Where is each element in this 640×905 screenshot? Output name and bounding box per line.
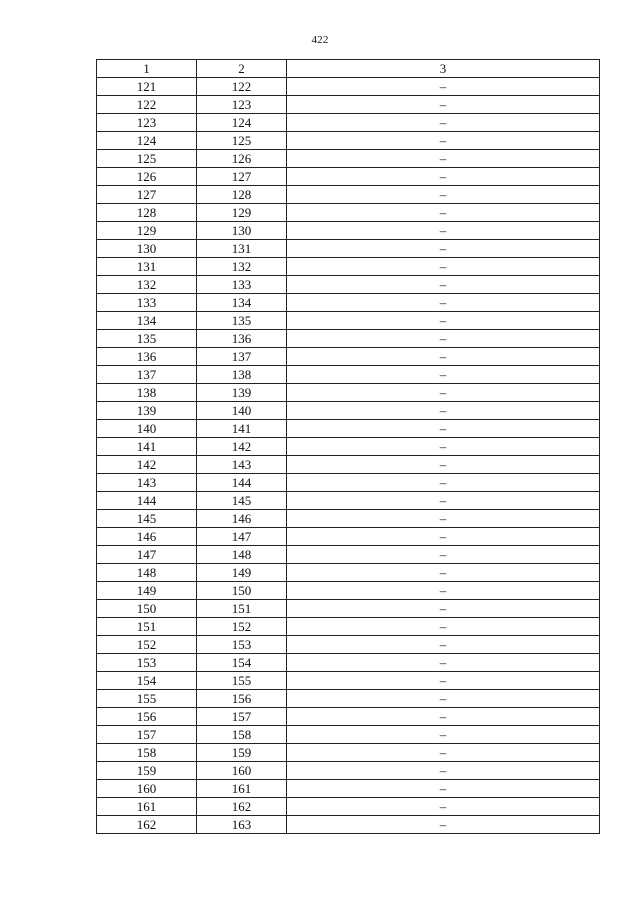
- table-row: [97, 222, 600, 240]
- table-row: [97, 618, 600, 636]
- table-cell-col-3: –: [287, 222, 600, 240]
- table-row: [97, 402, 600, 420]
- table-cell-col-2: 134: [197, 294, 287, 312]
- table-row: [97, 474, 600, 492]
- table-cell-col-3: –: [287, 384, 600, 402]
- table-cell-col-3: –: [287, 708, 600, 726]
- page-number: 422: [311, 34, 329, 46]
- table-cell-col-2: 140: [197, 402, 287, 420]
- table-cell-col-2: 149: [197, 564, 287, 582]
- table-cell-col-3: –: [287, 204, 600, 222]
- column-header-2: 2: [197, 60, 287, 78]
- table-cell-col-1: 160: [97, 780, 197, 798]
- data-table: [96, 59, 600, 834]
- table-row: [97, 636, 600, 654]
- table-cell-col-2: 163: [197, 816, 287, 834]
- table-row: [97, 528, 600, 546]
- table-cell-col-1: 153: [97, 654, 197, 672]
- table-cell-col-2: 152: [197, 618, 287, 636]
- table-row: [97, 366, 600, 384]
- table-row: [97, 600, 600, 618]
- table-cell-col-1: 137: [97, 366, 197, 384]
- table-cell-col-2: 141: [197, 420, 287, 438]
- table-cell-col-3: –: [287, 168, 600, 186]
- table-row: [97, 582, 600, 600]
- table-cell-col-1: 124: [97, 132, 197, 150]
- table-row: [97, 78, 600, 96]
- table-row: [97, 510, 600, 528]
- table-cell-col-3: –: [287, 366, 600, 384]
- table-cell-col-3: –: [287, 636, 600, 654]
- table-cell-col-2: 132: [197, 258, 287, 276]
- table-cell-col-3: –: [287, 564, 600, 582]
- table-cell-col-2: 162: [197, 798, 287, 816]
- table-cell-col-1: 122: [97, 96, 197, 114]
- table-row: [97, 204, 600, 222]
- table-cell-col-1: 146: [97, 528, 197, 546]
- table-cell-col-2: 127: [197, 168, 287, 186]
- table-cell-col-2: 144: [197, 474, 287, 492]
- table-cell-col-2: 128: [197, 186, 287, 204]
- table-row: [97, 384, 600, 402]
- table-cell-col-1: 152: [97, 636, 197, 654]
- table-cell-col-2: 148: [197, 546, 287, 564]
- table-cell-col-1: 154: [97, 672, 197, 690]
- table-cell-col-3: –: [287, 456, 600, 474]
- table-cell-col-2: 161: [197, 780, 287, 798]
- table-row: [97, 438, 600, 456]
- table-cell-col-1: 140: [97, 420, 197, 438]
- table-cell-col-3: –: [287, 798, 600, 816]
- table-cell-col-3: –: [287, 744, 600, 762]
- table-row: [97, 294, 600, 312]
- table-row: [97, 258, 600, 276]
- table-row: [97, 798, 600, 816]
- table-row: [97, 240, 600, 258]
- table-cell-col-3: –: [287, 294, 600, 312]
- table-cell-col-1: 144: [97, 492, 197, 510]
- table-row: [97, 456, 600, 474]
- table-row: [97, 96, 600, 114]
- table-cell-col-2: 131: [197, 240, 287, 258]
- table-cell-col-2: 138: [197, 366, 287, 384]
- table-cell-col-2: 143: [197, 456, 287, 474]
- table-cell-col-1: 123: [97, 114, 197, 132]
- table-cell-col-1: 147: [97, 546, 197, 564]
- table-cell-col-2: 160: [197, 762, 287, 780]
- table-cell-col-3: –: [287, 330, 600, 348]
- table-body: [97, 78, 600, 834]
- table-cell-col-1: 158: [97, 744, 197, 762]
- table-row: [97, 744, 600, 762]
- table-row: [97, 672, 600, 690]
- table-cell-col-2: 156: [197, 690, 287, 708]
- table-row: [97, 312, 600, 330]
- table-cell-col-2: 150: [197, 582, 287, 600]
- table-cell-col-3: –: [287, 672, 600, 690]
- table-row: [97, 420, 600, 438]
- table-cell-col-2: 133: [197, 276, 287, 294]
- table-cell-col-2: 145: [197, 492, 287, 510]
- table-cell-col-1: 127: [97, 186, 197, 204]
- table-cell-col-1: 126: [97, 168, 197, 186]
- table-cell-col-2: 158: [197, 726, 287, 744]
- table-row: [97, 114, 600, 132]
- table-cell-col-3: –: [287, 654, 600, 672]
- table-cell-col-2: 146: [197, 510, 287, 528]
- table-cell-col-2: 142: [197, 438, 287, 456]
- table-row: [97, 132, 600, 150]
- table-row: [97, 150, 600, 168]
- table-row: [97, 816, 600, 834]
- table-cell-col-1: 145: [97, 510, 197, 528]
- table-cell-col-3: –: [287, 762, 600, 780]
- table-cell-col-1: 148: [97, 564, 197, 582]
- table-cell-col-3: –: [287, 150, 600, 168]
- table-cell-col-2: 157: [197, 708, 287, 726]
- table-cell-col-1: 132: [97, 276, 197, 294]
- table-cell-col-1: 139: [97, 402, 197, 420]
- table-cell-col-1: 136: [97, 348, 197, 366]
- table-cell-col-2: 129: [197, 204, 287, 222]
- table-cell-col-2: 151: [197, 600, 287, 618]
- table-cell-col-1: 135: [97, 330, 197, 348]
- table-cell-col-3: –: [287, 348, 600, 366]
- table-cell-col-2: 130: [197, 222, 287, 240]
- table-cell-col-3: –: [287, 114, 600, 132]
- table-cell-col-2: 159: [197, 744, 287, 762]
- table-cell-col-2: 153: [197, 636, 287, 654]
- table-row: [97, 708, 600, 726]
- table-cell-col-2: 124: [197, 114, 287, 132]
- table-row: [97, 276, 600, 294]
- table-cell-col-3: –: [287, 510, 600, 528]
- table-cell-col-2: 135: [197, 312, 287, 330]
- table-cell-col-1: 129: [97, 222, 197, 240]
- table-row: [97, 690, 600, 708]
- table-cell-col-3: –: [287, 420, 600, 438]
- table-cell-col-3: –: [287, 492, 600, 510]
- table-row: [97, 330, 600, 348]
- table-cell-col-3: –: [287, 78, 600, 96]
- table-cell-col-3: –: [287, 600, 600, 618]
- table-row: [97, 654, 600, 672]
- table-cell-col-3: –: [287, 690, 600, 708]
- table-cell-col-1: 150: [97, 600, 197, 618]
- table-cell-col-3: –: [287, 402, 600, 420]
- table-cell-col-3: –: [287, 546, 600, 564]
- table-cell-col-1: 131: [97, 258, 197, 276]
- table-cell-col-2: 139: [197, 384, 287, 402]
- column-header-1: 1: [97, 60, 197, 78]
- table-cell-col-1: 151: [97, 618, 197, 636]
- table-cell-col-1: 133: [97, 294, 197, 312]
- table-cell-col-1: 125: [97, 150, 197, 168]
- table-header-row: [97, 60, 600, 78]
- table-cell-col-3: –: [287, 258, 600, 276]
- table-cell-col-3: –: [287, 528, 600, 546]
- table-cell-col-3: –: [287, 276, 600, 294]
- table-row: [97, 492, 600, 510]
- table-cell-col-2: 126: [197, 150, 287, 168]
- table-cell-col-1: 143: [97, 474, 197, 492]
- column-header-3: 3: [287, 60, 600, 78]
- table-row: [97, 168, 600, 186]
- table-row: [97, 186, 600, 204]
- table-cell-col-1: 156: [97, 708, 197, 726]
- table-cell-col-3: –: [287, 438, 600, 456]
- table-cell-col-2: 137: [197, 348, 287, 366]
- table-cell-col-1: 128: [97, 204, 197, 222]
- table-cell-col-3: –: [287, 312, 600, 330]
- table-row: [97, 546, 600, 564]
- table-cell-col-1: 138: [97, 384, 197, 402]
- table-row: [97, 726, 600, 744]
- table-cell-col-2: 154: [197, 654, 287, 672]
- table-cell-col-2: 123: [197, 96, 287, 114]
- table-cell-col-2: 147: [197, 528, 287, 546]
- table-cell-col-1: 155: [97, 690, 197, 708]
- table-cell-col-2: 122: [197, 78, 287, 96]
- table-cell-col-3: –: [287, 96, 600, 114]
- table-cell-col-3: –: [287, 726, 600, 744]
- table-cell-col-1: 149: [97, 582, 197, 600]
- table-cell-col-2: 136: [197, 330, 287, 348]
- table-cell-col-1: 159: [97, 762, 197, 780]
- table-cell-col-1: 142: [97, 456, 197, 474]
- table-cell-col-3: –: [287, 474, 600, 492]
- table-cell-col-3: –: [287, 780, 600, 798]
- table-row: [97, 762, 600, 780]
- table-row: [97, 780, 600, 798]
- table-cell-col-2: 155: [197, 672, 287, 690]
- table-cell-col-1: 162: [97, 816, 197, 834]
- table-cell-col-3: –: [287, 618, 600, 636]
- table-cell-col-1: 157: [97, 726, 197, 744]
- table-cell-col-2: 125: [197, 132, 287, 150]
- table-cell-col-3: –: [287, 132, 600, 150]
- table-cell-col-3: –: [287, 816, 600, 834]
- table-cell-col-1: 161: [97, 798, 197, 816]
- table-cell-col-1: 121: [97, 78, 197, 96]
- table-cell-col-1: 130: [97, 240, 197, 258]
- table-cell-col-1: 141: [97, 438, 197, 456]
- table-row: [97, 348, 600, 366]
- table-cell-col-3: –: [287, 582, 600, 600]
- table-row: [97, 564, 600, 582]
- table-cell-col-1: 134: [97, 312, 197, 330]
- table-cell-col-3: –: [287, 186, 600, 204]
- table-cell-col-3: –: [287, 240, 600, 258]
